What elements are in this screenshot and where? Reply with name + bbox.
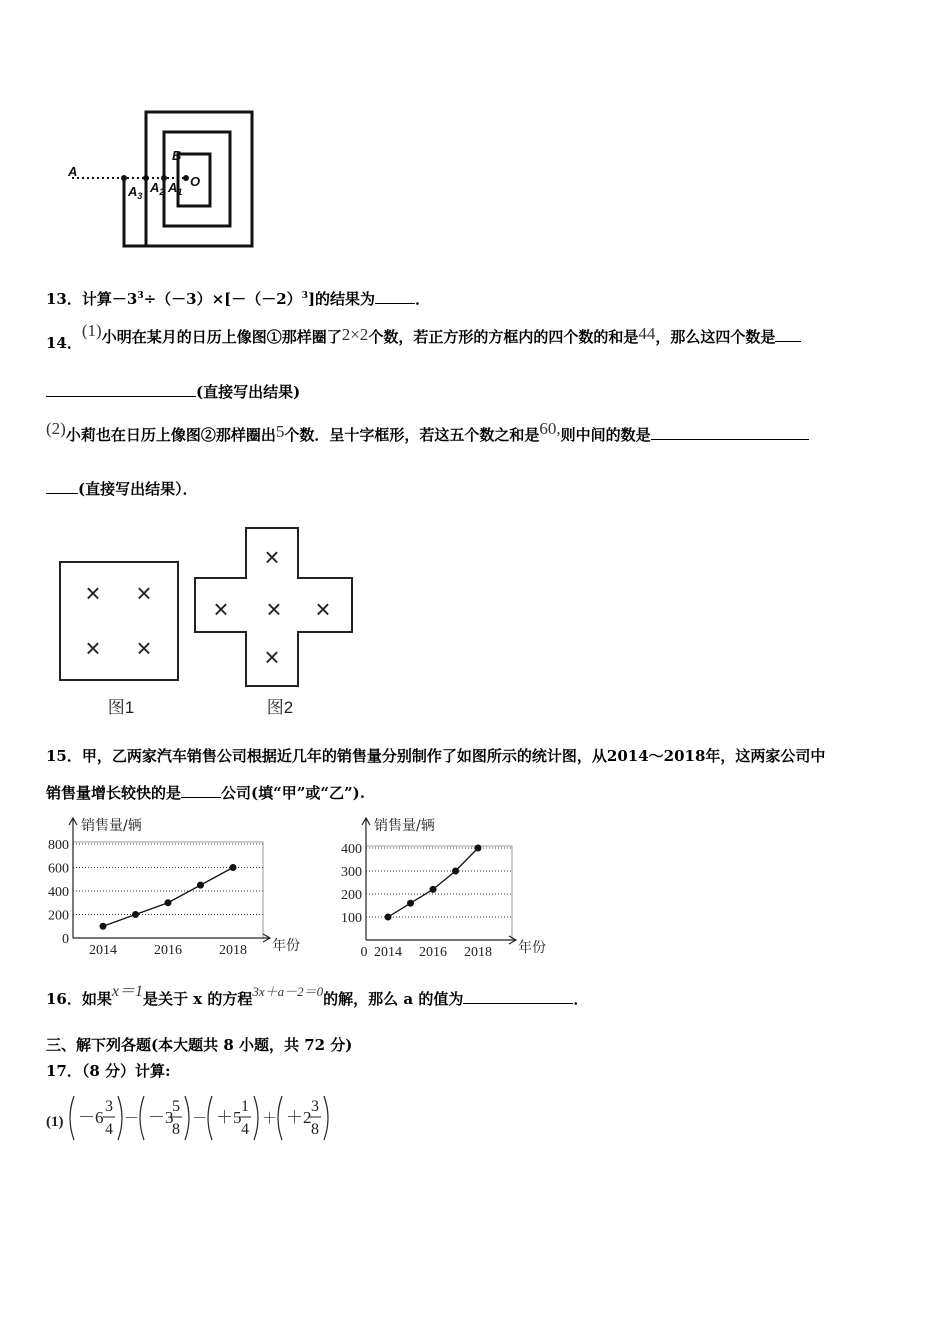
q13-text-end: ． (415, 290, 431, 308)
chart-a-point-2016 (165, 899, 172, 906)
chart-a-series-line (103, 868, 233, 927)
fig1-mark-1: × (85, 578, 101, 608)
t4-right-paren (324, 1096, 328, 1140)
q16-text-d: ． (573, 990, 589, 1008)
chart-a-xlabel: 年份 (272, 938, 300, 954)
fig2-mark-right: × (315, 594, 331, 624)
q16-text-c: 的解，那么 a 的值为 (323, 990, 464, 1008)
chart-b-xtick-1: 2014 (374, 945, 402, 960)
question-15-line1 (46, 745, 825, 767)
t3-numerator: 1 (241, 1098, 249, 1115)
fig1-square-frame (60, 562, 178, 680)
q17-expression (44, 1090, 344, 1150)
q14-part2-math-a: 5 (275, 422, 285, 441)
chart-a-ytick-1: 200 (48, 908, 69, 924)
point-A2 (143, 175, 149, 181)
fig1-caption: 图1 (107, 698, 135, 717)
q13-exp2: 3 (301, 291, 308, 301)
label-A2: $A_2$ (150, 180, 165, 197)
q14-part1-answer-blank-a[interactable] (775, 326, 801, 342)
fig1-mark-2: × (136, 578, 152, 608)
q14-part1-math-a: 2×2 (341, 325, 369, 344)
q14-part1-text-b: 个数，若正方形的方框内的四个数的和是 (368, 328, 639, 346)
chart-b-ytick-0: 100 (341, 911, 362, 926)
chart-a-point-2015 (132, 911, 139, 918)
chart-b-xlabel: 年份 (518, 940, 546, 956)
chart-a-ylabel: 销售量/辆 (81, 818, 142, 834)
chart-b-ytick-1: 200 (341, 888, 362, 903)
chart-b-xtick-3: 2018 (464, 945, 492, 960)
q14-part2-label: (2) (46, 419, 66, 438)
t4-denominator: 8 (311, 1121, 319, 1138)
chart-b-ytick-3: 400 (341, 842, 362, 857)
chart-b-xtick-2: 2016 (419, 945, 447, 960)
fig2-mark-left: × (213, 594, 229, 624)
point-A3 (121, 175, 127, 181)
t2-right-paren (185, 1096, 189, 1140)
q14-part2-text-b: 个数．呈十字框形，若这五个数之和是 (284, 426, 540, 444)
chart-a-point-2014 (100, 923, 107, 930)
t2-denominator: 8 (172, 1121, 180, 1138)
q16-math-b: 3x＋a－2＝0 (252, 984, 324, 999)
chart-a-ytick-2: 400 (48, 885, 69, 900)
point-A1 (161, 175, 167, 181)
t1-left-paren (70, 1096, 74, 1140)
calendar-figures (50, 520, 370, 725)
fig2-mark-center: × (266, 594, 282, 624)
question-15-line2 (46, 782, 365, 804)
fig1-mark-4: × (136, 633, 152, 663)
q13-exp1: 3 (137, 291, 144, 301)
chart-company-yi (328, 808, 558, 968)
question-16 (46, 983, 589, 1011)
chart-a-point-2018 (230, 864, 237, 871)
t3-whole: ＋5 (216, 1108, 242, 1127)
q14-part2-text-c: 则中间的数是 (560, 426, 651, 444)
q16-text-a: 如果 (81, 990, 112, 1008)
q14-part2-text-a: 小莉也在日历上像图②那样圈出 (65, 426, 276, 444)
q16-math-a: x＝1 (111, 983, 143, 1000)
q15-text-line2-a: 销售量增长较快的是 (46, 784, 182, 802)
op1: － (124, 1111, 140, 1127)
question-13 (46, 285, 430, 310)
q16-text-b: 是关于 x 的方程 (143, 990, 253, 1008)
t2-whole: －3 (148, 1108, 174, 1127)
q15-number: 15． (46, 747, 82, 765)
chart-b-point-2015 (407, 900, 414, 907)
op2: － (192, 1111, 208, 1127)
q13-text-mid: ÷（－3）×[－（－2） (143, 290, 302, 308)
nested-squares-figure (60, 100, 270, 260)
fig1-mark-3: × (85, 633, 101, 663)
chart-b-ytick-2: 300 (341, 865, 362, 880)
q14-part1-text-c: ，那么这四个数是 (655, 328, 776, 346)
section-3-title: 三、解下列各题(本大题共 8 小题，共 72 分) (46, 1036, 353, 1054)
q14-part1-answer-blank-b[interactable] (46, 381, 196, 397)
question-14-part2-cont (46, 478, 198, 500)
chart-a-xtick-2: 2018 (219, 943, 247, 958)
t3-left-paren (208, 1096, 212, 1140)
chart-a-xtick-1: 2016 (154, 943, 182, 958)
q16-number: 16． (46, 990, 82, 1008)
chart-a-point-2017 (197, 882, 204, 889)
chart-b-plot-frame (366, 846, 512, 940)
fig2-caption: 图2 (266, 698, 294, 717)
chart-b-point-2014 (385, 914, 392, 921)
question-14-part1 (46, 321, 801, 352)
chart-b-xtick-0: 0 (360, 945, 368, 960)
label-A: A (68, 164, 78, 179)
q17-part1-label: (1) (46, 1114, 64, 1130)
q15-answer-blank[interactable] (181, 782, 221, 798)
chart-a-ytick-0: 0 (62, 932, 69, 947)
q14-part2-answer-blank-b[interactable] (46, 478, 78, 494)
chart-company-jia (40, 808, 310, 968)
q16-answer-blank[interactable] (463, 988, 573, 1004)
t1-right-paren (118, 1096, 122, 1140)
point-O (183, 175, 189, 181)
q14-part1-label: (1) (81, 321, 102, 340)
chart-a-xtick-0: 2014 (89, 943, 117, 958)
q15-text-line2-b: 公司(填“甲”或“乙”). (221, 784, 365, 802)
t3-right-paren (254, 1096, 258, 1140)
q13-number: 13． (46, 290, 82, 308)
q14-part2-text-d: (直接写出结果）． (78, 480, 198, 498)
chart-b-point-2016 (430, 886, 437, 893)
q14-part1-text-d: (直接写出结果) (196, 383, 301, 401)
chart-a-ytick-3: 600 (48, 861, 69, 877)
q14-part1-math-b: 44 (638, 324, 656, 343)
label-A3: $A_3$ (128, 184, 143, 201)
t4-whole: ＋2 (286, 1108, 312, 1127)
t3-denominator: 4 (241, 1121, 249, 1138)
question-14-part2 (46, 419, 809, 446)
q13-text-suffix: ]的结果为 (307, 290, 376, 308)
fig2-mark-top: × (264, 542, 280, 572)
q14-number: 14． (46, 334, 82, 352)
q13-answer-blank[interactable] (375, 288, 415, 304)
chart-a-ytick-4: 800 (48, 838, 69, 853)
t1-whole: －6 (78, 1108, 104, 1127)
q14-part2-answer-blank-a[interactable] (651, 424, 809, 440)
question-14-part1-cont (46, 381, 300, 403)
chart-b-point-2017 (452, 868, 459, 875)
t4-numerator: 3 (311, 1098, 319, 1115)
op3: ＋ (262, 1111, 278, 1127)
q14-part2-math-b: 60, (539, 419, 561, 438)
t1-denominator: 4 (105, 1121, 113, 1138)
t1-numerator: 3 (105, 1098, 113, 1115)
t2-left-paren (140, 1096, 144, 1140)
question-17-heading: 17．（8 分）计算: (46, 1062, 171, 1080)
label-O: O (190, 174, 201, 189)
q13-text-prefix: 计算－3 (81, 290, 138, 308)
q14-part1-text-a: 小明在某月的日历上像图①那样圈了 (101, 328, 342, 346)
chart-b-ylabel: 销售量/辆 (374, 818, 435, 834)
q15-text-line1: 甲，乙两家汽车销售公司根据近几年的销售量分别制作了如图所示的统计图，从2014～2018年，这两家公司中 (81, 747, 826, 765)
t4-left-paren (278, 1096, 282, 1140)
t2-numerator: 5 (172, 1098, 180, 1115)
label-A1: $A_1$ (168, 180, 183, 197)
fig2-mark-bottom: × (264, 642, 280, 672)
label-B: B (172, 148, 182, 163)
chart-b-point-2018 (475, 845, 482, 852)
chart-b-series-line (388, 848, 478, 917)
